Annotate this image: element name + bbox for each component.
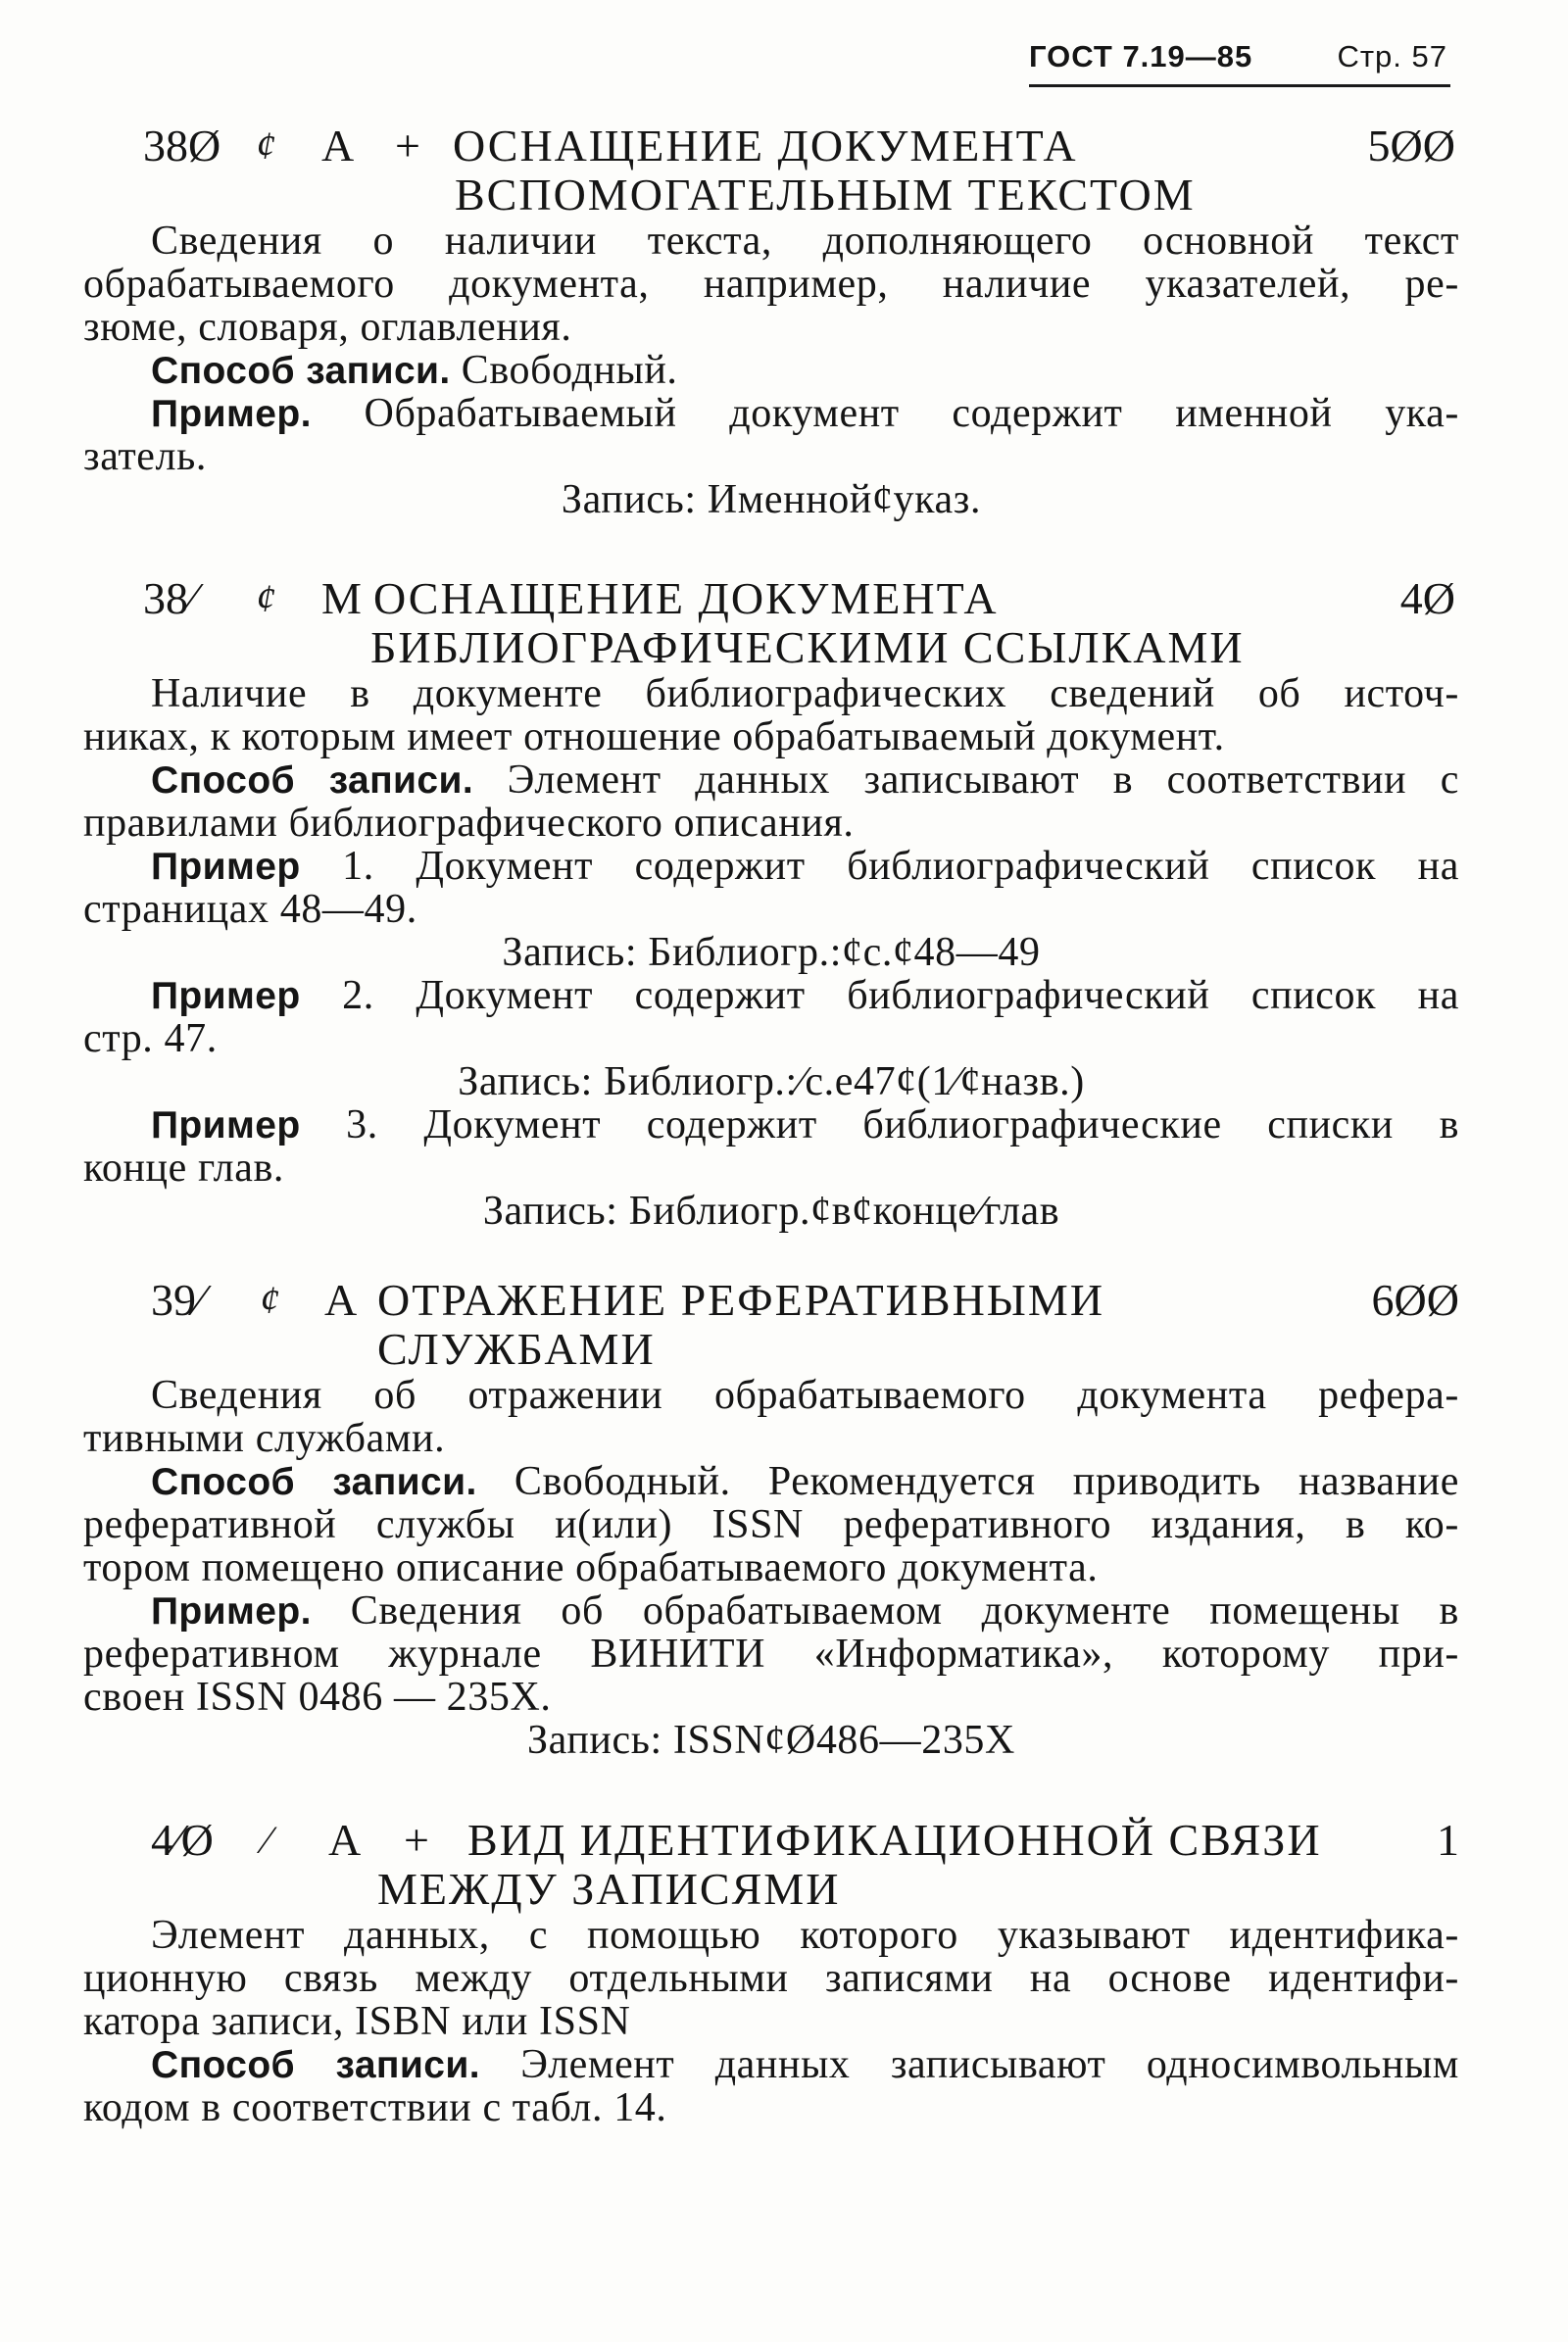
element-heading [83, 574, 1459, 623]
record-line: Запись: Именной¢указ. [561, 477, 982, 522]
example-line [83, 1103, 1459, 1147]
method-text: Элемент данных записывают в соответствии с [473, 757, 1459, 803]
header-rule [1029, 84, 1450, 87]
element-title-line: МЕЖДУ ЗАПИСЯМИ [377, 1864, 841, 1914]
definition-line: зюме, словаря, оглавления. [83, 305, 572, 350]
element-code: 38Ø [143, 121, 221, 171]
element-heading-continued [83, 171, 1459, 220]
method-label: Способ записи. [151, 759, 474, 802]
definition-line: Элемент данных, с помощью которого указывают идентифика- [151, 1913, 1459, 1958]
definition-line: ционную связь между отдельными записями на основе идентифи- [83, 1956, 1459, 2001]
blank-symbol: ⁄ [264, 1818, 270, 1862]
element-length: 4Ø [1399, 573, 1455, 623]
element-code: 4⁄Ø [151, 1815, 214, 1865]
example-text: Сведения об обрабатываемом документе помещены в [311, 1588, 1459, 1634]
definition-line: катора записи, ISBN или ISSN [83, 1999, 631, 2044]
example-text: 3. Документ содержит библиографические списки в [300, 1102, 1459, 1147]
method-label: Способ записи. [151, 350, 451, 392]
element-code: 38⁄ [143, 573, 196, 623]
method-line: реферативной службы и(или) ISSN реферативного издания, в ко- [83, 1502, 1459, 1547]
example-line: страницах 48—49. [83, 887, 417, 932]
method-label: Способ записи. [151, 2044, 480, 2086]
element-heading-continued [83, 1325, 1459, 1374]
element-length: 6ØØ [1371, 1275, 1459, 1325]
example-line: стр. 47. [83, 1016, 218, 1061]
element-title-line: БИБЛИОГРАФИЧЕСКИМИ ССЫЛКАМИ [370, 622, 1245, 672]
method-line [83, 2043, 1459, 2086]
element-title-line: ОТРАЖЕНИЕ РЕФЕРАТИВНЫМИ [377, 1275, 1105, 1325]
method-line [83, 758, 1459, 802]
method-line: тором помещено описание обрабатываемого документа. [83, 1545, 1099, 1590]
example-label: Пример [151, 846, 301, 888]
element-title-line: ОСНАЩЕНИЕ ДОКУМЕНТА [373, 573, 999, 623]
element-title-line: СЛУЖБАМИ [377, 1324, 656, 1374]
element-heading [83, 122, 1459, 171]
element-length: 5ØØ [1367, 121, 1455, 171]
example-line [83, 845, 1459, 888]
example-line [83, 974, 1459, 1017]
repeatable-mark: + [395, 121, 420, 171]
example-line [83, 392, 1459, 435]
definition-line: тивными службами. [83, 1416, 446, 1461]
method-label: Способ записи. [151, 1461, 477, 1503]
element-heading [83, 1276, 1459, 1325]
element-title-line: ВИД ИДЕНТИФИКАЦИОННОЙ СВЯЗИ [467, 1815, 1322, 1865]
element-heading-continued [83, 623, 1459, 672]
definition-line: Сведения об отражении обрабатываемого документа рефера- [151, 1373, 1459, 1418]
example-text: 1. Документ содержит библиографический список на [300, 844, 1459, 889]
method-text: Элемент данных записывают односимвольным [479, 2042, 1459, 2087]
page-number: Стр. 57 [1337, 39, 1447, 73]
example-label: Пример [151, 1104, 301, 1147]
example-line [83, 1589, 1459, 1633]
example-line: реферативном журнале ВИНИТИ «Информатика», которому при- [83, 1632, 1459, 1677]
method-line: кодом в соответствии с табл. 14. [83, 2085, 667, 2130]
example-line: конце глав. [83, 1146, 284, 1191]
element-length: 1 [1437, 1815, 1459, 1865]
example-line: затель. [83, 434, 207, 479]
record-line: Запись: Библиогр.¢в¢конце⁄глав [482, 1189, 1060, 1234]
example-text: 2. Документ содержит библиографический список на [300, 973, 1459, 1018]
element-heading [83, 1816, 1459, 1865]
record-line: Запись: Библиогр.:¢с.¢48—49 [502, 930, 1041, 975]
blank-symbol: ¢ [256, 576, 275, 620]
obligation-flag: А [328, 1815, 362, 1865]
definition-line: Наличие в документе библиографических сведений об источ- [151, 671, 1459, 716]
method-line [83, 349, 1459, 392]
element-title-line: ВСПОМОГАТЕЛЬНЫМ ТЕКСТОМ [455, 170, 1196, 220]
definition-line: Сведения о наличии текста, дополняющего основной текст [151, 219, 1459, 264]
definition-line: никах, к которым имеет отношение обрабатываемый документ. [83, 714, 1225, 759]
obligation-flag: А [324, 1275, 358, 1325]
obligation-flag: А [321, 121, 355, 171]
method-line: правилами библиографического описания. [83, 801, 855, 846]
page-header [1029, 37, 1450, 76]
example-text: Обрабатываемый документ содержит именной ука- [311, 391, 1459, 436]
element-code: 39⁄ [151, 1275, 204, 1325]
element-heading-continued [83, 1865, 1459, 1914]
example-line: своен ISSN 0486 — 235X. [83, 1675, 552, 1720]
obligation-flag: М [321, 573, 362, 623]
element-title-line: ОСНАЩЕНИЕ ДОКУМЕНТА [453, 121, 1078, 171]
blank-symbol: ¢ [260, 1278, 279, 1322]
data-element-section [83, 1276, 1459, 1762]
method-line [83, 1460, 1459, 1503]
example-label: Пример. [151, 1590, 312, 1633]
method-text: Свободный. Рекомендуется приводить название [476, 1459, 1459, 1504]
data-element-section [83, 574, 1459, 1233]
standard-number: ГОСТ 7.19—85 [1029, 39, 1253, 73]
data-element-section [83, 1816, 1459, 2129]
example-label: Пример. [151, 393, 312, 435]
example-label: Пример [151, 975, 301, 1017]
record-line: Запись: ISSN¢Ø486—235X [527, 1718, 1015, 1763]
method-text: Свободный. [450, 348, 678, 393]
record-line: Запись: Библиогр.:⁄с.е47¢(1⁄¢назв.) [458, 1059, 1085, 1104]
definition-line: обрабатываемого документа, например, наличие указателей, ре- [83, 262, 1459, 307]
data-element-section [83, 122, 1459, 521]
blank-symbol: ¢ [256, 123, 275, 168]
repeatable-mark: + [404, 1815, 429, 1865]
